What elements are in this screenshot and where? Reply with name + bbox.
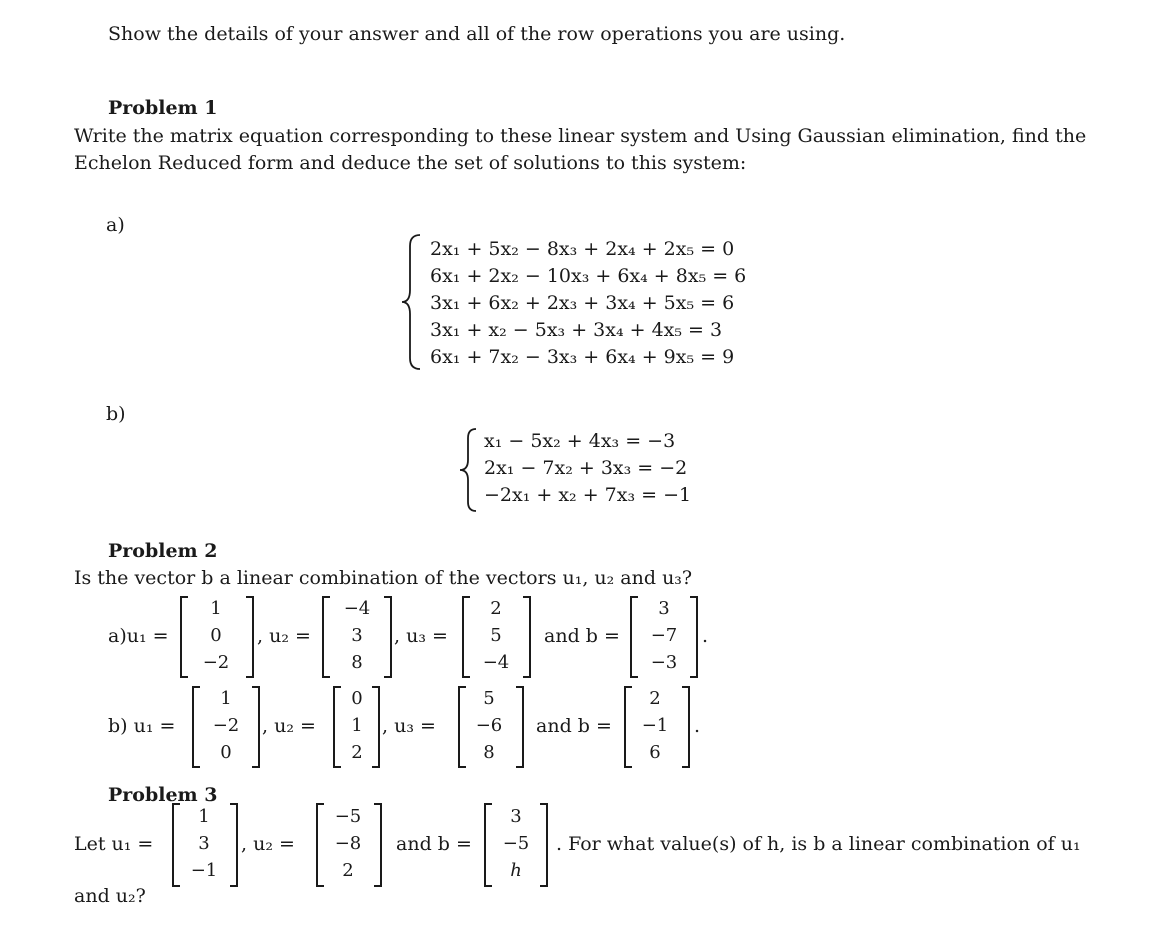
system-a-eq-1: 2x₁ + 5x₂ − 8x₃ + 2x₄ + 2x₅ = 0 bbox=[430, 238, 735, 260]
vector-entry: 6 bbox=[649, 742, 661, 763]
bracket-right bbox=[374, 803, 382, 887]
problem-3-tail: and u₂? bbox=[74, 885, 146, 907]
part-a-u1-label: a)u₁ = bbox=[108, 625, 169, 647]
bracket-left bbox=[180, 596, 188, 678]
part-b-u2-label: , u₂ = bbox=[262, 715, 316, 737]
part-a-b-label: and b = bbox=[544, 625, 620, 647]
bracket-right bbox=[523, 596, 531, 678]
vector-entry: −3 bbox=[650, 652, 678, 673]
vector-entry: 8 bbox=[351, 652, 363, 673]
vector-entry: 2 bbox=[649, 688, 661, 709]
part-a-u2-label: , u₂ = bbox=[257, 625, 311, 647]
vector-entry: 8 bbox=[483, 742, 495, 763]
vector-entry: 0 bbox=[351, 688, 363, 709]
system-b-eq-2: 2x₁ − 7x₂ + 3x₃ = −2 bbox=[484, 457, 688, 479]
period: . bbox=[694, 715, 701, 737]
vector-entry: −1 bbox=[190, 860, 218, 881]
curly-brace-icon bbox=[398, 232, 424, 372]
system-a-eq-5: 6x₁ + 7x₂ − 3x₃ + 6x₄ + 9x₅ = 9 bbox=[430, 346, 735, 368]
part-b-label: b) bbox=[106, 403, 126, 425]
part-a-u3-label: , u₃ = bbox=[394, 625, 448, 647]
part-b-u3-label: , u₃ = bbox=[382, 715, 436, 737]
bracket-right bbox=[230, 803, 238, 887]
bracket-left bbox=[322, 596, 330, 678]
problem-3-u1-label: Let u₁ = bbox=[74, 833, 154, 855]
vector-entry: 5 bbox=[490, 625, 502, 646]
vector-entry: 0 bbox=[210, 625, 222, 646]
vector-entry: −2 bbox=[202, 652, 230, 673]
vector-entry: 0 bbox=[220, 742, 232, 763]
bracket-left bbox=[192, 686, 200, 768]
vector-entry: 2 bbox=[490, 598, 502, 619]
vector-entry: −8 bbox=[334, 833, 362, 854]
problem-1-text-line1: Write the matrix equation corresponding to these linear system and Using Gaussian elimination, find the bbox=[74, 125, 1087, 147]
vector-entry: −5 bbox=[502, 833, 530, 854]
vector-entry: 3 bbox=[658, 598, 670, 619]
system-b-eq-1: x₁ − 5x₂ + 4x₃ = −3 bbox=[484, 430, 676, 452]
vector-entry: −2 bbox=[212, 715, 240, 736]
bracket-right bbox=[690, 596, 698, 678]
vector-entry: 3 bbox=[198, 833, 210, 854]
vector-entry: 3 bbox=[510, 806, 522, 827]
bracket-right bbox=[540, 803, 548, 887]
bracket-left bbox=[462, 596, 470, 678]
system-a-eq-4: 3x₁ + x₂ − 5x₃ + 3x₄ + 4x₅ = 3 bbox=[430, 319, 723, 341]
system-a-eq-3: 3x₁ + 6x₂ + 2x₃ + 3x₄ + 5x₅ = 6 bbox=[430, 292, 735, 314]
vector-entry: −6 bbox=[475, 715, 503, 736]
part-b-u1-label: b) u₁ = bbox=[108, 715, 176, 737]
vector-entry: 1 bbox=[220, 688, 232, 709]
system-b-eq-3: −2x₁ + x₂ + 7x₃ = −1 bbox=[484, 484, 692, 506]
vector-entry: 3 bbox=[351, 625, 363, 646]
part-a-label: a) bbox=[106, 214, 125, 236]
bracket-left bbox=[630, 596, 638, 678]
problem-3-title: Problem 3 bbox=[108, 784, 218, 806]
problem-1-text-line2: Echelon Reduced form and deduce the set of solutions to this system: bbox=[74, 152, 747, 174]
problem-1-title: Problem 1 bbox=[108, 97, 218, 119]
vector-entry: −5 bbox=[334, 806, 362, 827]
intro-text: Show the details of your answer and all of the row operations you are using. bbox=[108, 23, 846, 45]
vector-entry: −1 bbox=[641, 715, 669, 736]
problem-2-title: Problem 2 bbox=[108, 540, 218, 562]
vector-entry: −4 bbox=[343, 598, 371, 619]
vector-entry: −4 bbox=[482, 652, 510, 673]
vector-entry: 2 bbox=[342, 860, 354, 881]
vector-entry: −7 bbox=[650, 625, 678, 646]
bracket-right bbox=[246, 596, 254, 678]
period: . bbox=[702, 625, 709, 647]
system-a-eq-2: 6x₁ + 2x₂ − 10x₃ + 6x₄ + 8x₅ = 6 bbox=[430, 265, 747, 287]
vector-entry: 1 bbox=[210, 598, 222, 619]
curly-brace-icon bbox=[456, 426, 480, 514]
bracket-right bbox=[384, 596, 392, 678]
vector-entry: 2 bbox=[351, 742, 363, 763]
bracket-right bbox=[516, 686, 524, 768]
problem-3-question: . For what value(s) of h, is b a linear combination of u₁ bbox=[556, 833, 1081, 855]
problem-3-u2-label: , u₂ = bbox=[241, 833, 295, 855]
bracket-right bbox=[252, 686, 260, 768]
bracket-right bbox=[372, 686, 380, 768]
vector-entry: h bbox=[510, 860, 522, 881]
problem-3-b-label: and b = bbox=[396, 833, 472, 855]
problem-2-question: Is the vector b a linear combination of the vectors u₁, u₂ and u₃? bbox=[74, 567, 693, 589]
vector-entry: 5 bbox=[483, 688, 495, 709]
vector-entry: 1 bbox=[198, 806, 210, 827]
bracket-right bbox=[682, 686, 690, 768]
vector-entry: 1 bbox=[351, 715, 363, 736]
part-b-b-label: and b = bbox=[536, 715, 612, 737]
